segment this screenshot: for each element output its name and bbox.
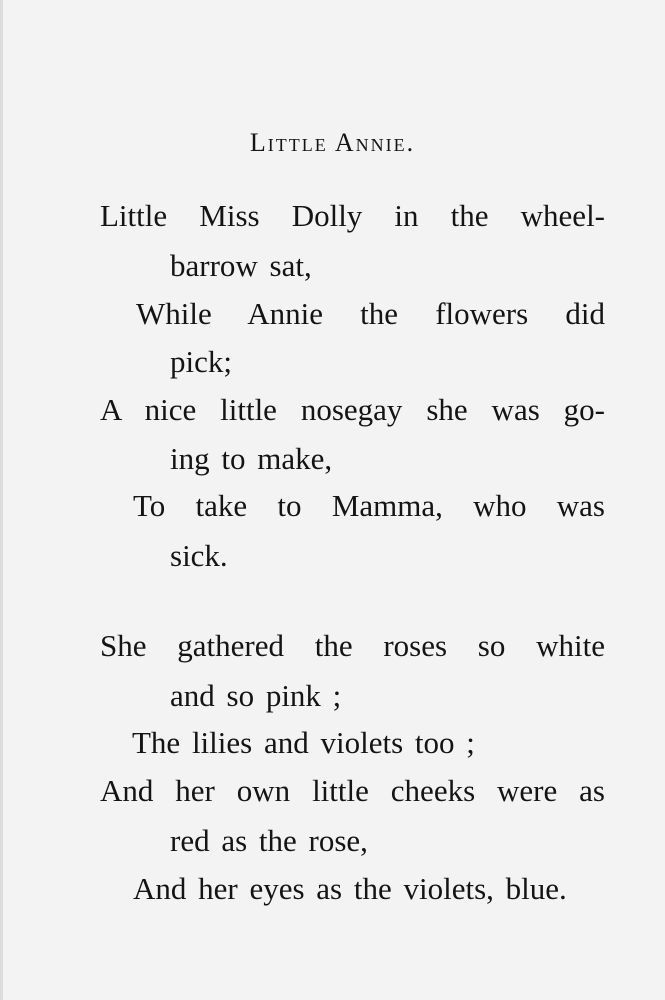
poem-line: sick. <box>170 538 228 573</box>
poem-line: Little Miss Dolly in the wheel- <box>100 198 605 233</box>
poem-line: And her eyes as the violets, blue. <box>133 871 567 906</box>
poem-line: To take to Mamma, who was <box>133 488 605 523</box>
poem-line: A nice little nosegay she was go- <box>100 392 605 427</box>
poem-line: and so pink ; <box>170 678 342 713</box>
poem-line: barrow sat, <box>170 248 312 283</box>
poem-line: pick; <box>170 344 232 379</box>
poem-line: She gathered the roses so white <box>100 628 605 663</box>
poem-line: ing to make, <box>170 441 333 476</box>
poem-line: And her own little cheeks were as <box>100 773 605 808</box>
poem-line: While Annie the flowers did <box>136 296 605 331</box>
poem-title: Little Annie. <box>249 128 416 157</box>
poem-line: red as the rose, <box>170 823 368 858</box>
poem-line: The lilies and violets too ; <box>132 725 475 760</box>
